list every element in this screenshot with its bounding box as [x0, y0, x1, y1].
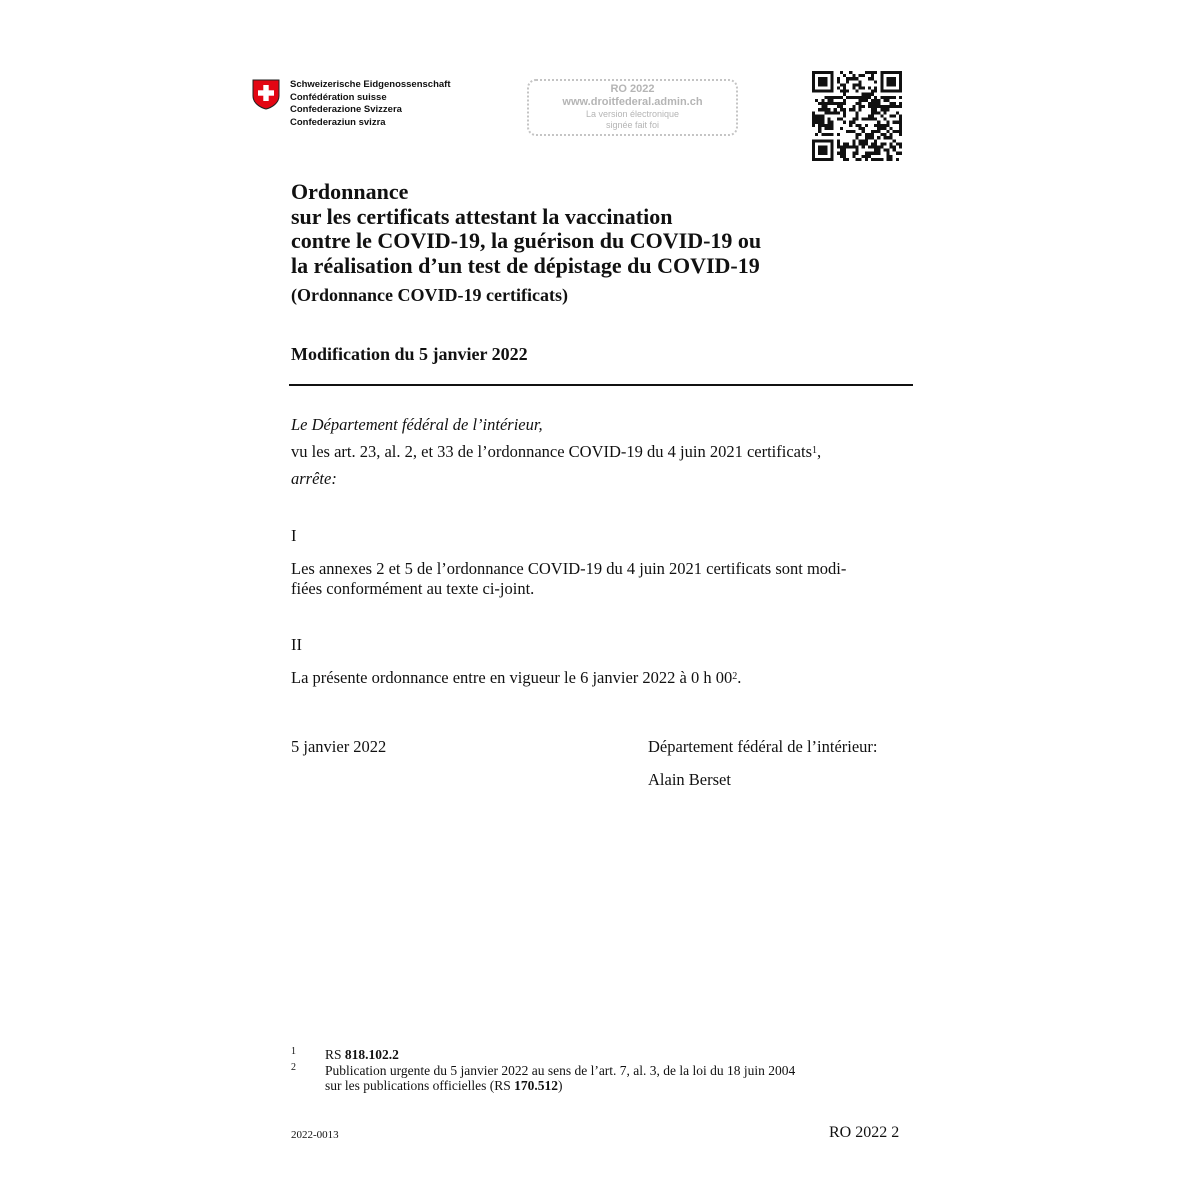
- signature-name: Alain Berset: [648, 770, 731, 789]
- section-1-line-1: Les annexes 2 et 5 de l’ordonnance COVID-19 du 4 juin 2021 certificats sont modi-: [291, 559, 847, 578]
- section-numeral-2: II: [291, 635, 302, 654]
- official-stamp: [527, 79, 738, 136]
- confederation-de: Schweizerische Eidgenossenschaft: [290, 79, 451, 90]
- preamble-authority: Le Département fédéral de l’intérieur,: [291, 415, 543, 434]
- section-2-end: .: [737, 668, 742, 687]
- footnote-2: [325, 1063, 795, 1093]
- stamp-note-1: La version électronique: [585, 109, 680, 119]
- footnote-number-2: 2: [291, 1062, 296, 1073]
- footnote-number-1: 1: [291, 1046, 296, 1057]
- confederation-fr: Confédération suisse: [290, 91, 387, 103]
- footnote-2-ref: 170.512: [514, 1078, 558, 1093]
- footnote-2-prefix: sur les publications officielles (RS: [325, 1078, 515, 1093]
- considering-end: ,: [817, 442, 822, 461]
- footnote-2-line-2: [325, 1078, 795, 1093]
- section-1-text: [291, 559, 846, 599]
- footnote-1-ref: 818.102.2: [344, 1047, 399, 1062]
- section-numeral-1: I: [291, 526, 297, 545]
- modification-date: Modification du 5 janvier 2022: [291, 344, 528, 364]
- qr-code-icon: [812, 71, 902, 161]
- ro-page-reference: RO 2022 2: [829, 1124, 900, 1141]
- title-line-3: contre le COVID-19, la guérison du COVID-19 ou: [291, 228, 762, 253]
- stamp-ro: RO 2022: [610, 83, 655, 95]
- document-title: [291, 180, 761, 278]
- considering-text: vu les art. 23, al. 2, et 33 de l’ordonnance COVID-19 du 4 juin 2021 certificats: [291, 442, 812, 461]
- preamble-considering: [291, 442, 821, 462]
- title-line-2: sur les certificats attestant la vaccination: [291, 203, 673, 229]
- title-divider: [289, 384, 913, 386]
- signature-date: 5 janvier 2022: [291, 737, 387, 756]
- section-2-line-1: La présente ordonnance entre en vigueur le 6 janvier 2022 à 0 h 00: [291, 668, 733, 687]
- short-title: (Ordonnance COVID-19 certificats): [291, 285, 568, 305]
- confederation-rm: Confederaziun svizra: [290, 116, 386, 128]
- title-line-4: la réalisation d’un test de dépistage du COVID-19: [291, 252, 760, 278]
- confederation-it: Confederazione Svizzera: [290, 104, 402, 115]
- stamp-url: www.droitfederal.admin.ch: [562, 96, 703, 108]
- stamp-note-2: signée fait foi: [605, 120, 660, 130]
- footnote-2-end: ): [557, 1078, 563, 1093]
- document-number: 2022-0013: [291, 1129, 339, 1141]
- footnote-1-prefix: RS: [325, 1047, 345, 1062]
- footnote-ref-2[interactable]: 2: [732, 671, 738, 682]
- footnote-1: [325, 1047, 399, 1062]
- footnote-2-line-1: Publication urgente du 5 janvier 2022 au sens de l’art. 7, al. 3, de la loi du 18 juin 2004: [325, 1063, 796, 1078]
- signature-department: Département fédéral de l’intérieur:: [648, 737, 878, 756]
- section-2-text: [291, 668, 741, 688]
- preamble-decrees: arrête:: [291, 469, 337, 488]
- confederation-names: [290, 79, 451, 129]
- section-1-line-2: fiées conformément au texte ci-joint.: [291, 579, 535, 598]
- title-line-1: Ordonnance: [291, 179, 409, 204]
- swiss-flag-icon: [252, 79, 280, 110]
- footnote-ref-1[interactable]: 1: [812, 445, 817, 456]
